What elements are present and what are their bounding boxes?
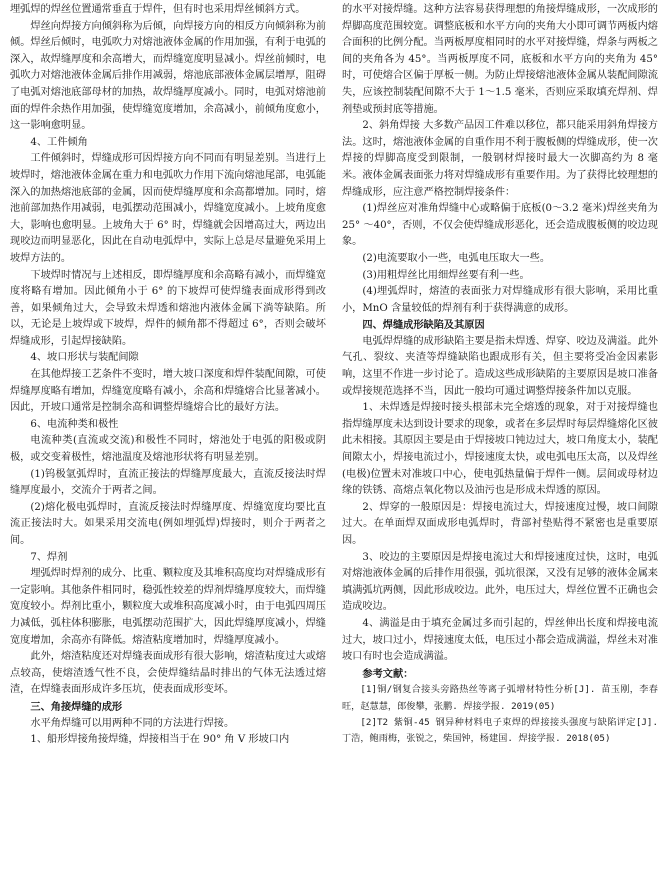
left-subheading: 4、工件倾角 <box>30 136 88 148</box>
left-paragraph: 下坡焊时情况与上述相反，即焊缝厚度和余高略有减小，而焊缝宽度将略有增加。因此倾角小于 6° 的下坡焊可使焊缝表面成形得到改善，如果倾角过大，会导致未焊透和熔池内液体金属下淌等缺陷。所以，无论是上坡焊或下坡焊，焊件的倾角都不得超过 6°，否则会破坏焊缝成形，引起焊接缺陷。 <box>10 269 326 347</box>
left-paragraph: 埋弧焊的焊丝位置通常垂直于焊件，但有时也采用焊丝倾斜方式。 <box>10 4 306 15</box>
right-paragraph: (3)用粗焊丝比用细焊丝要有利一些。 <box>362 269 530 281</box>
left-paragraph: 此外，熔渣粘度还对焊缝表面成形有很大影响，熔渣粘度过大或熔点较高，使熔渣透气性不良，会使焊缝结晶时排出的气体无法透过熔渣，在焊缝表面形成许多压坑，使表面成形变坏。 <box>10 651 326 696</box>
right-paragraph: 4、满溢是由于填充金属过多而引起的，焊丝伸出长度和焊接电流过大，坡口过小，焊接速度太低，电压过小都会造成满溢，焊丝未对准坡口有时也会造成满溢。 <box>342 617 658 663</box>
references-title: 参考文献： <box>362 667 414 680</box>
right-paragraph: 电弧焊焊缝的成形缺陷主要是指未焊透、焊穿、咬边及满溢。此外气孔、裂纹、夹渣等焊缝缺陷也跟成形有关，但主要将受冶金因素影响，这里不作进一步讨论了。造成这些成形缺陷的主要原因是坡口准备或焊接规范选择不当，因此一般均可通过调整焊接条件加以克服。 <box>342 335 658 397</box>
left-paragraph: 电流种类(直流或交流)和极性不同时，熔池处于电弧的阳极或阴极，或交变着极性，熔池温度及熔池形状将有明显差别。 <box>10 435 326 464</box>
left-subheading: 4、坡口形状与装配间隙 <box>30 352 139 364</box>
right-paragraph: 1、未焊透是焊接时接头根部未完全熔透的现象，对于对接焊缝也指焊缝厚度未达到设计要求的现象，或者在多层焊时每层焊缝熔化区彼此未相接。其原因主要是由于焊接坡口钝边过大，坡口角度太小，装配间隙太小，焊接电流过小，焊接速度太快，或电弧电压太高，以及焊丝(电极)位置未对准坡口中心，使电弧热量偏于焊件一侧。层间或母材边缘的铁锈、高熔点氧化物以及油污也是形成未焊透的原因。 <box>342 402 658 497</box>
right-section-heading: 四、焊缝成形缺陷及其原因 <box>362 319 485 332</box>
right-paragraph: (4)埋弧焊时，熔渣的表面张力对焊缝成形有很大影响，采用比重小，MnO 含量较低的焊剂有利于获得满意的成形。 <box>342 286 658 314</box>
left-paragraph: 1、船形焊接角接焊缝，焊接相当于在 90° 角 V 形坡口内 <box>30 734 290 746</box>
right-paragraph: 的水平对接焊缝。这种方法容易获得理想的角接焊缝成形，一次成形的焊脚高度范围较宽。调整底板和水平方向的夹角大小即可调节两板内熔合面积的比例分配。当两板厚度相同时的水平对接焊缝，焊条与两板之间的夹角各为 45°。当两板厚度不同，底板和水平方向的夹角为 45° 时，可使熔合区偏于厚板一侧。为防止焊接熔池液体金属从装配间隙流失，应该控制装配间隙不大于 1～1.5 毫米，否则应采取填充焊剂、焊剂垫或预封底等措施。 <box>342 4 658 115</box>
left-paragraph: 水平角焊缝可以用两种不同的方法进行焊接。 <box>30 717 235 729</box>
right-paragraph: 3、咬边的主要原因是焊接电流过大和焊接速度过快，这时，电弧对熔池液体金属的后排作用很强，弧坑很深，又没有足够的液体金属来填满弧坑两侧，因此形成咬边。此外，电压过大，焊丝位置不正确也会造成咬边。 <box>342 551 658 613</box>
left-paragraph: 工件倾斜时，焊缝成形可因焊接方向不同而有明显差别。当进行上坡焊时，熔池液体金属在重力和电弧吹力作用下流向熔池尾部，电弧能深入的加热熔池底部的金属，因而使焊缝厚度和余高都增加。同时，熔池前部加热作用减弱，电弧摆动范围减小，焊缝宽度减小。上坡角度愈大，影响也愈明显。上坡角大于 6° 时，焊缝就会因增高过大，两边出现咬边而明显恶化，因此在自动电弧焊中，实际上总是尽量避免采用上坡焊方法的。 <box>10 153 326 264</box>
left-subheading: 6、电流种类和极性 <box>30 418 119 430</box>
reference-item: [1]铜/钢复合接头旁路热丝等离子弧增材特性分析[J]. 苗玉刚，李春旺，赵慧慧，郎俊攀，张鹏. 焊接学报. 2019(05) <box>342 684 658 712</box>
left-column <box>10 2 326 875</box>
left-subheading: 7、焊剂 <box>30 551 68 563</box>
right-paragraph: (1)焊丝应对准角焊缝中心或略偏于底板(0～3.2 毫米)焊丝夹角为 25° ～40°，否则，不仅会使焊缝成形恶化，还会造成腹板侧的咬边现象。 <box>342 203 658 248</box>
left-section-heading: 三、角接焊缝的成形 <box>30 700 123 713</box>
left-paragraph: (2)熔化极电弧焊时，直流反接法时焊缝厚度、焊缝宽度均要比直流正接法时大。如果采用交流电(例如埋弧焊)焊接时，则介于两者之间。 <box>10 501 326 546</box>
right-column <box>342 2 658 875</box>
right-paragraph: 2、焊穿的一般原因是：焊接电流过大，焊接速度过慢，坡口间隙过大。在单面焊双面成形电弧焊时，背部衬垫贴得不紧密也是重要原因。 <box>342 501 658 546</box>
right-paragraph: 2、斜角焊接 大多数产品因工件难以移位，都只能采用斜角焊接方法。这时，熔池液体金属的自重作用不利于腹板侧的焊缝成形，使一次焊接的焊脚高度受到限制，一般钢材焊接时最大一次脚高约为 8 毫米。液体金属表面张力将对焊缝成形有重要作用。为了获得比较理想的焊缝成形，应注意严格控制焊接条件： <box>342 120 658 198</box>
left-paragraph: 在其他焊接工艺条件不变时，增大坡口深度和焊件装配间隙，可使焊缝厚度略有增加，焊缝宽度略有减小，余高和焊缝熔合比显著减小。因此，开坡口通常是控制余高和调整焊缝熔合比的最好方法。 <box>10 369 326 414</box>
left-paragraph: 埋弧焊时焊剂的成分、比重、颗粒度及其堆积高度均对焊缝成形有一定影响。其他条件相同时，稳弧性较差的焊剂焊缝厚度较大，而焊缝宽度较小。焊剂比重小，颗粒度大或堆积高度减小时，由于电弧四周压力减低，弧柱体积膨胀，电弧摆动范围扩大，因此焊缝厚度减小，焊缝宽度增加，余高亦有降低。熔渣粘度增加时，焊缝厚度减小。 <box>10 568 326 646</box>
left-paragraph: 焊丝向焊接方向倾斜称为后倾，向焊接方向的相反方向倾斜称为前倾。焊丝后倾时，电弧吹力对熔池液体金属的作用加强，有利于电弧的深入，故焊缝厚度和余高增大，而焊缝宽度明显减小。焊丝前倾时，电弧吹力对熔池液体金属后排作用减弱，熔池底部液体金属层增厚，阻碍了电弧对熔池底部母材的加热，故焊缝厚度减小。同时，电弧对熔池前面的焊件余热作用加强，使焊缝宽度增加，余高减小，前倾角度愈小，这一影响愈明显。 <box>10 20 326 132</box>
reference-item: [2]T2 紫铜-45 钢异种材料电子束焊的焊接接头强度与缺陷评定[J]. 丁浩，鲍雨梅，张锐之，柴国钟，杨建国. 焊接学报. 2018(05) <box>342 716 658 744</box>
right-paragraph: (2)电流要取小一些，电弧电压取大一些。 <box>362 252 551 264</box>
left-paragraph: (1)钨极氩弧焊时，直流正接法的焊缝厚度最大，直流反接法时焊缝厚度最小，交流介于两者之间。 <box>10 468 326 497</box>
